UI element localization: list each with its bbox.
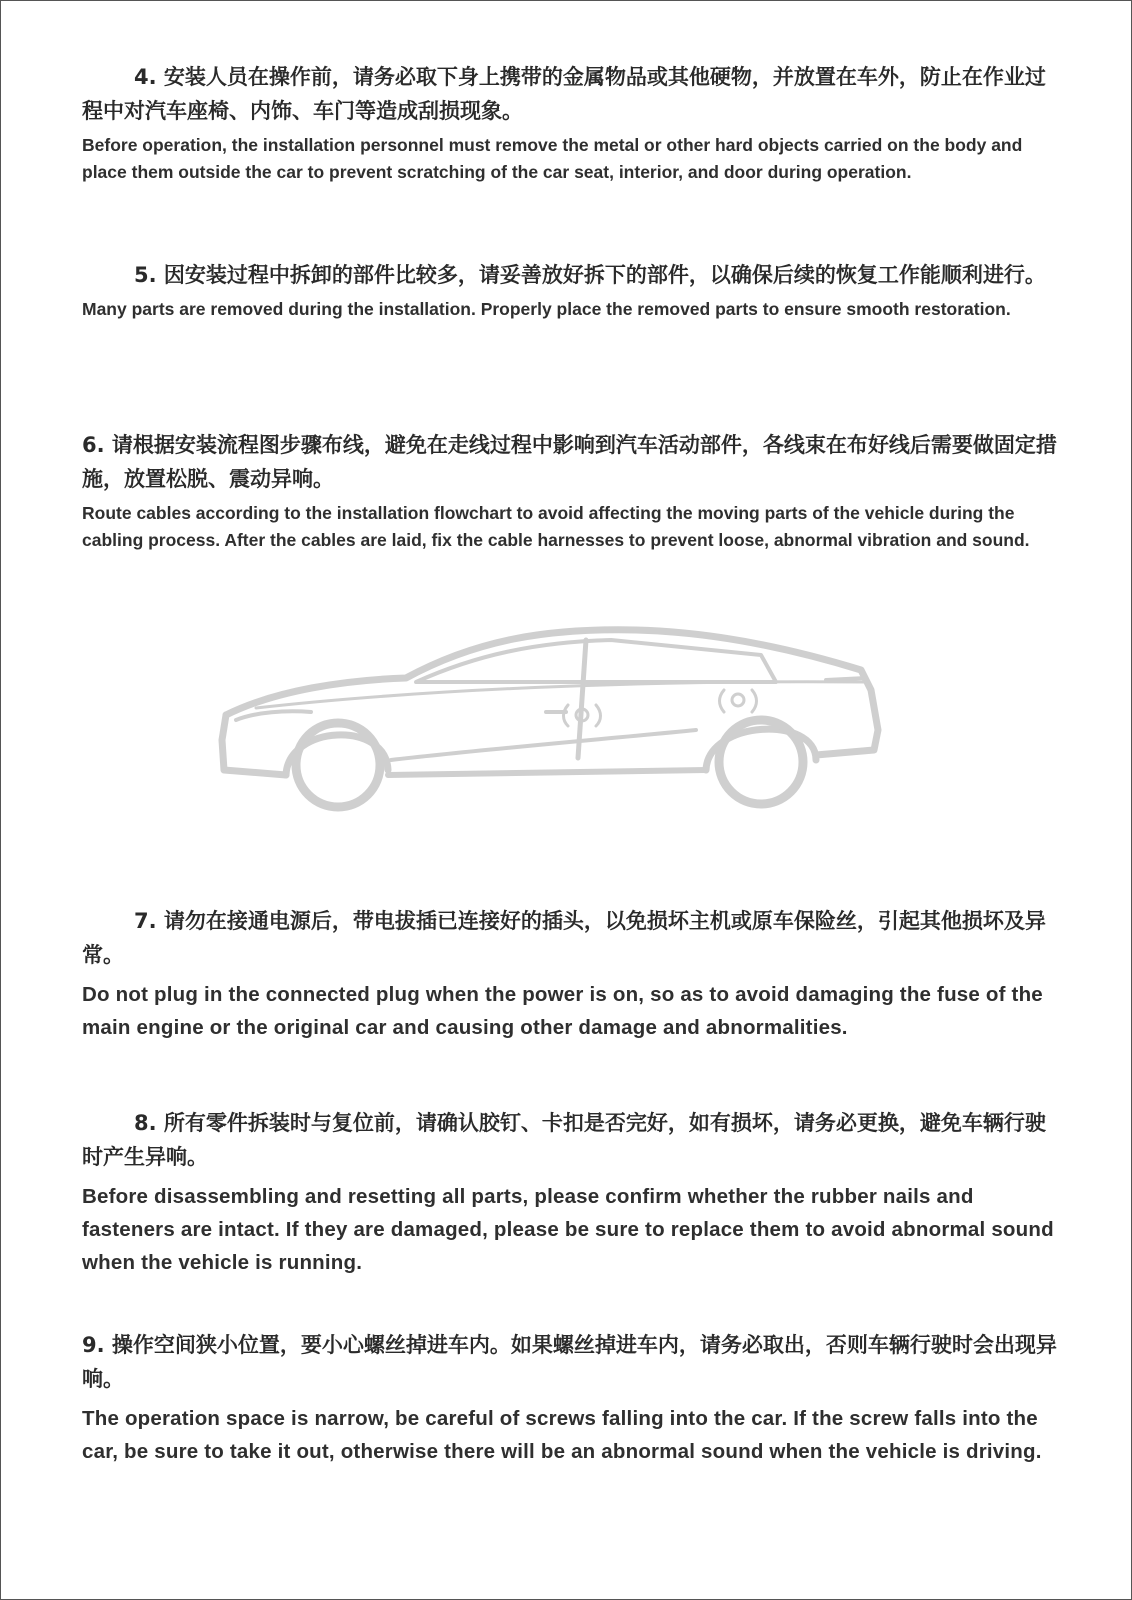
note-6-chinese: 6. 请根据安装流程图步骤布线，避免在走线过程中影响到汽车活动部件，各线束在布好线后需要做固定措施，放置松脱、震动异响。 [82, 433, 1057, 491]
note-9-chinese: 9. 操作空间狭小位置，要小心螺丝掉进车内。如果螺丝掉进车内，请务必取出，否则车辆行驶时会出现异响。 [82, 1333, 1057, 1391]
note-8-chinese: 8. 所有零件拆装时与复位前，请确认胶钉、卡扣是否完好，如有损坏，请务必更换，避免车辆行驶时产生异响。 [82, 1111, 1046, 1169]
note-9 [82, 1328, 1062, 1468]
note-4-chinese: 4. 安装人员在操作前，请务必取下身上携带的金属物品或其他硬物，并放置在车外，防止在作业过程中对汽车座椅、内饰、车门等造成刮损现象。 [82, 65, 1046, 123]
note-7-chinese: 7. 请勿在接通电源后，带电拔插已连接好的插头，以免损坏主机或原车保险丝，引起其他损坏及异常。 [82, 909, 1046, 967]
note-5 [82, 258, 1062, 323]
note-6-english: Route cables according to the installation flowchart to avoid affecting the moving parts of the vehicle during the cabling process. After the cables are laid, fix the cable harnesses to prevent loose, abnormal vibration and sound. [82, 503, 1030, 550]
note-5-chinese: 5. 因安装过程中拆卸的部件比较多，请妥善放好拆下的部件，以确保后续的恢复工作能顺利进行。 [134, 263, 1046, 287]
note-4-english: Before operation, the installation personnel must remove the metal or other hard objects carried on the body and place them outside the car to prevent scratching of the car seat, interior, and door during operation. [82, 135, 1023, 182]
note-7-english: Do not plug in the connected plug when the power is on, so as to avoid damaging the fuse of the main engine or the original car and causing other damage and abnormalities. [82, 983, 1043, 1039]
car-outline-icon [216, 620, 896, 830]
note-6 [82, 428, 1062, 554]
note-8 [82, 1106, 1062, 1279]
note-9-english: The operation space is narrow, be careful of screws falling into the car. If the screw falls into the car, be sure to take it out, otherwise there will be an abnormal sound when the vehicle is driving. [82, 1407, 1042, 1463]
note-7 [82, 904, 1062, 1044]
note-8-english: Before disassembling and resetting all parts, please confirm whether the rubber nails and fasteners are intact. If they are damaged, please be sure to replace them to avoid abnormal sound when the vehicle is running. [82, 1185, 1054, 1274]
note-4 [82, 60, 1062, 186]
note-5-english: Many parts are removed during the installation. Properly place the removed parts to ensure smooth restoration. [82, 299, 1011, 319]
